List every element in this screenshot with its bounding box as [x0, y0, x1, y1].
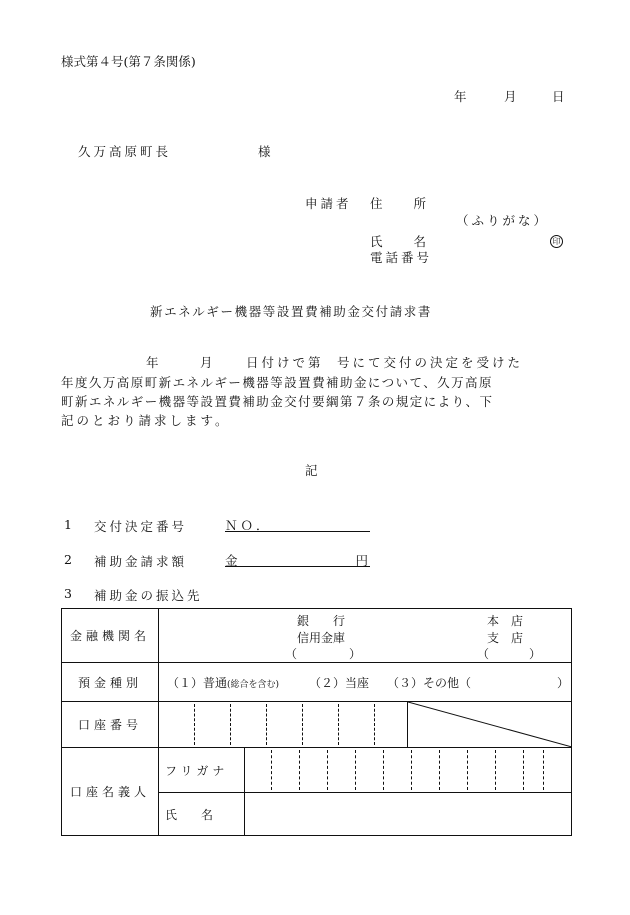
- char-divider: [299, 750, 300, 790]
- bank-label: 銀 行: [297, 614, 346, 628]
- institution-row: [62, 609, 572, 663]
- deposit-type-options[interactable]: [159, 663, 572, 702]
- digit-divider: [266, 704, 267, 745]
- char-divider: [495, 750, 496, 790]
- char-divider: [383, 750, 384, 790]
- account-number-label: 口座番号: [62, 702, 159, 748]
- digit-divider: [374, 704, 375, 745]
- item3-number: 3: [64, 586, 72, 601]
- name-label: 氏 名: [370, 234, 429, 249]
- deposit-other-close: ）: [557, 676, 570, 690]
- item2-prefix: 金: [225, 553, 238, 568]
- body-line1-rest: 号にて交付の決定を受けた: [337, 355, 524, 370]
- deposit-option-checking[interactable]: （２）当座: [309, 676, 370, 690]
- institution-cell[interactable]: [159, 609, 572, 663]
- deposit-type-row: [62, 663, 572, 702]
- item2-number: 2: [64, 552, 72, 567]
- char-divider: [439, 750, 440, 790]
- digit-divider: [338, 704, 339, 745]
- institution-paren-open: （: [285, 647, 298, 661]
- digit-divider: [194, 704, 195, 745]
- digit-divider: [302, 704, 303, 745]
- body-line2: 年度久万高原町新エネルギー機器等設置費補助金について、久万高原: [61, 375, 493, 390]
- head-office-label: 本 店: [487, 614, 524, 628]
- branch-paren-open: （: [477, 647, 490, 661]
- deposit-option-other[interactable]: （３）その他（: [387, 676, 472, 690]
- document-title: 新エネルギー機器等設置費補助金交付請求書: [150, 304, 433, 319]
- char-divider: [543, 750, 544, 790]
- date-year-label: 年: [454, 89, 467, 104]
- branch-paren-close: ）: [529, 647, 542, 661]
- item1-value: ＮＯ．: [225, 518, 272, 533]
- form-number: 様式第４号(第７条関係): [61, 54, 196, 69]
- ki-heading: 記: [305, 463, 318, 478]
- account-number-field[interactable]: [159, 702, 408, 748]
- char-divider: [467, 750, 468, 790]
- addressee-honorific: 様: [258, 144, 271, 159]
- char-divider: [327, 750, 328, 790]
- holder-name-field[interactable]: [245, 793, 572, 836]
- holder-furigana-row: [62, 748, 572, 793]
- furigana-label: （ふりがな）: [456, 213, 550, 228]
- branch-label: 支 店: [487, 631, 524, 645]
- digit-divider: [230, 704, 231, 745]
- address-label: 住 所: [370, 196, 429, 211]
- account-number-void: [408, 702, 572, 748]
- char-divider: [411, 750, 412, 790]
- item1-number: 1: [64, 517, 72, 532]
- void-diagonal: [408, 702, 572, 747]
- bank-transfer-table: [61, 608, 572, 836]
- char-divider: [271, 750, 272, 790]
- item1-label: 交付決定番号: [94, 519, 188, 534]
- holder-name-label: 氏 名: [159, 793, 245, 836]
- item3-label: 補助金の振込先: [94, 588, 203, 603]
- char-divider: [523, 750, 524, 790]
- deposit-option-regular-label: （１）普通: [167, 676, 228, 690]
- date-day-label: 日: [552, 89, 565, 104]
- addressee: 久万高原町長: [78, 144, 172, 159]
- account-holder-label: 口座名義人: [62, 748, 159, 836]
- institution-label: 金融機関名: [62, 609, 159, 663]
- phone-label: 電話番号: [370, 250, 433, 265]
- item2-suffix: 円: [355, 553, 368, 568]
- seal-icon: 印: [550, 235, 563, 248]
- institution-paren-close: ）: [349, 647, 362, 661]
- item2-label: 補助金請求額: [94, 554, 188, 569]
- body-day-dai: 日付けで第: [246, 355, 324, 370]
- body-year: 年: [146, 355, 159, 370]
- deposit-type-label: 預金種別: [62, 663, 159, 702]
- applicant-heading: 申請者: [305, 196, 352, 211]
- account-number-row: [62, 702, 572, 748]
- body-line3: 町新エネルギー機器等設置費補助金交付要綱第７条の規定により、下: [61, 394, 494, 409]
- deposit-option-regular[interactable]: [167, 674, 279, 691]
- seal-mark: [550, 232, 563, 248]
- body-month: 月: [200, 355, 213, 370]
- item2-field[interactable]: [225, 551, 370, 567]
- item1-field[interactable]: [225, 516, 370, 532]
- date-month-label: 月: [504, 89, 517, 104]
- credit-union-label: 信用金庫: [297, 631, 346, 645]
- furigana-label-cell: フリガナ: [159, 748, 245, 793]
- body-line4: 記のとおり請求します。: [61, 413, 231, 428]
- deposit-option-regular-note: (総合を含む): [227, 680, 280, 690]
- char-divider: [355, 750, 356, 790]
- holder-furigana-field[interactable]: [245, 748, 572, 793]
